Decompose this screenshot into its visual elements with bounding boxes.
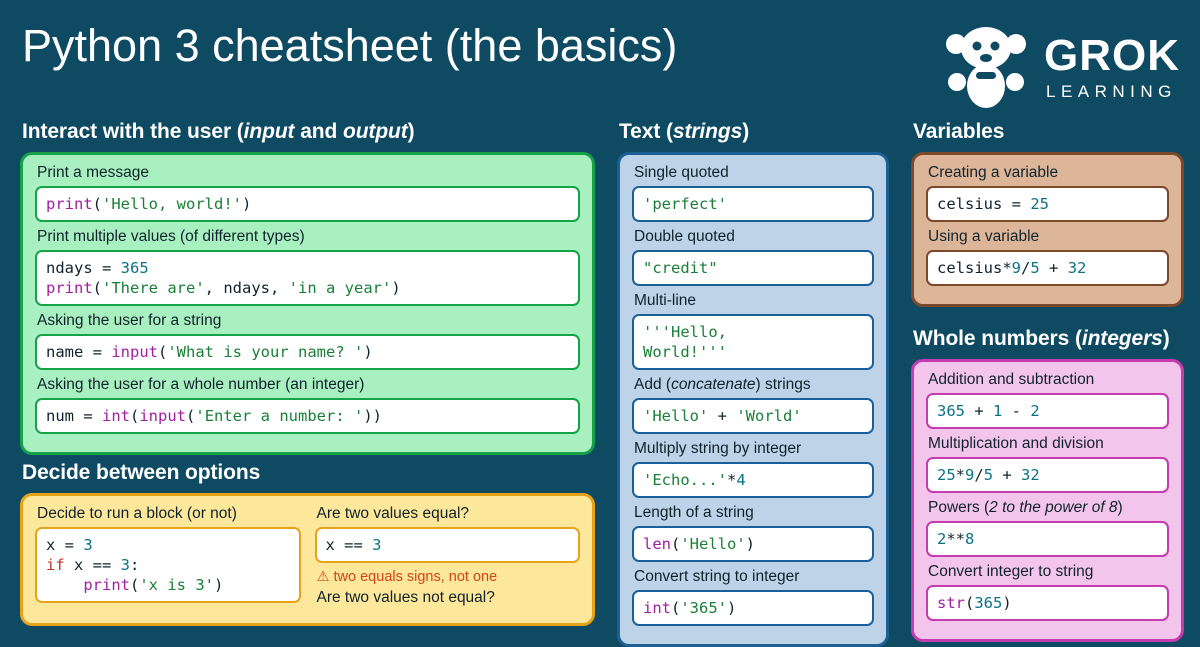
heading-emphasis: input [243, 120, 295, 143]
item-label: Creating a variable [928, 164, 1059, 181]
item-label: Are two values equal? [316, 504, 470, 522]
code-string-to-int: int('365') [632, 590, 874, 626]
item-label: Are two values not equal? [316, 588, 495, 606]
heading-part: ) [1162, 326, 1170, 350]
item-label: Asking the user for a whole number (an integer) [37, 376, 365, 393]
item-label: Multiply string by integer [634, 439, 802, 457]
label-emphasis: 2 to the power of 8 [989, 498, 1118, 516]
heading-part: ) [742, 120, 750, 143]
heading-part: ) [407, 120, 415, 143]
code-create-variable: celsius = 25 [926, 186, 1169, 222]
code-input-integer: num = int(input('Enter a number: ')) [35, 398, 580, 434]
heading-part: and [294, 120, 343, 143]
section-heading-integers [913, 327, 1184, 351]
item-label: Asking the user for a string [37, 312, 222, 330]
decide-left [35, 505, 301, 611]
code-concatenate: 'Hello' + 'World' [632, 398, 874, 434]
code-print-message: print('Hello, world!') [35, 186, 580, 222]
code-double-quoted: "credit" [632, 250, 874, 286]
code-if-block: x = 3 if x == 3: print('x is 3') [35, 527, 301, 603]
item-label: Convert integer to string [928, 562, 1094, 580]
section-heading-variables: Variables [913, 120, 1005, 143]
code-length: len('Hello') [632, 526, 874, 562]
item-label: Length of a string [634, 503, 754, 521]
column-right [911, 114, 1184, 642]
item-label: Multi-line [634, 291, 697, 309]
heading-part: Whole numbers ( [913, 326, 1082, 350]
column-left [20, 114, 595, 626]
label-part: Add ( [634, 376, 672, 393]
code-multiply-divide: 25*9/5 + 32 [926, 457, 1169, 493]
grok-logo [940, 24, 1180, 110]
code-print-multiple: ndays = 365 print('There are', ndays, 'in a year') [35, 250, 580, 306]
card-integers [911, 359, 1184, 642]
page-header [20, 22, 1180, 114]
code-input-string: name = input('What is your name? ') [35, 334, 580, 370]
heading-emphasis: output [342, 120, 408, 143]
item-label: Print a message [37, 164, 149, 181]
warning-text: ⚠ two equals signs, not one [316, 568, 498, 585]
card-text [617, 152, 889, 647]
label-part: ) strings [755, 376, 811, 393]
code-use-variable: celsius*9/5 + 32 [926, 250, 1169, 286]
item-label: Print multiple values (of different types) [37, 227, 305, 245]
item-label: Single quoted [634, 164, 729, 181]
decide-right [315, 505, 581, 611]
content-columns [20, 114, 1180, 647]
item-label: Decide to run a block (or not) [37, 504, 237, 522]
item-label [634, 376, 874, 394]
card-interact [20, 152, 595, 455]
label-part: Powers ( [928, 498, 990, 516]
column-middle [617, 114, 889, 647]
code-multiply-string: 'Echo...'*4 [632, 462, 874, 498]
section-heading-decide: Decide between options [22, 460, 261, 484]
item-label: Convert string to integer [634, 567, 800, 585]
code-add-subtract: 365 + 1 - 2 [926, 393, 1169, 429]
heading-part: Text ( [619, 120, 673, 143]
label-emphasis: concatenate [671, 376, 756, 393]
item-label: Using a variable [928, 227, 1040, 245]
code-int-to-string: str(365) [926, 585, 1169, 621]
heading-emphasis: integers [1081, 326, 1163, 350]
item-label: Addition and subtraction [928, 370, 1095, 388]
code-power: 2**8 [926, 521, 1169, 557]
card-decide [20, 493, 595, 626]
monkey-icon [940, 24, 1032, 110]
heading-part: Interact with the user ( [22, 120, 244, 143]
section-heading-interact [22, 120, 595, 144]
item-label: Double quoted [634, 227, 735, 245]
heading-emphasis: strings [672, 120, 743, 143]
card-variables [911, 152, 1184, 307]
item-label: Multiplication and division [928, 434, 1104, 452]
logo-tagline: LEARNING [1046, 82, 1177, 101]
logo-wordmark [1044, 31, 1180, 101]
label-part: ) [1117, 498, 1123, 516]
code-equality: x == 3 [315, 527, 581, 563]
logo-brand: GROK [1044, 31, 1180, 80]
code-multiline: '''Hello, World!''' [632, 314, 874, 370]
item-label [928, 499, 1169, 517]
code-single-quoted: 'perfect' [632, 186, 874, 222]
page-title: Python 3 cheatsheet (the basics) [22, 20, 678, 71]
section-heading-text [619, 120, 889, 144]
